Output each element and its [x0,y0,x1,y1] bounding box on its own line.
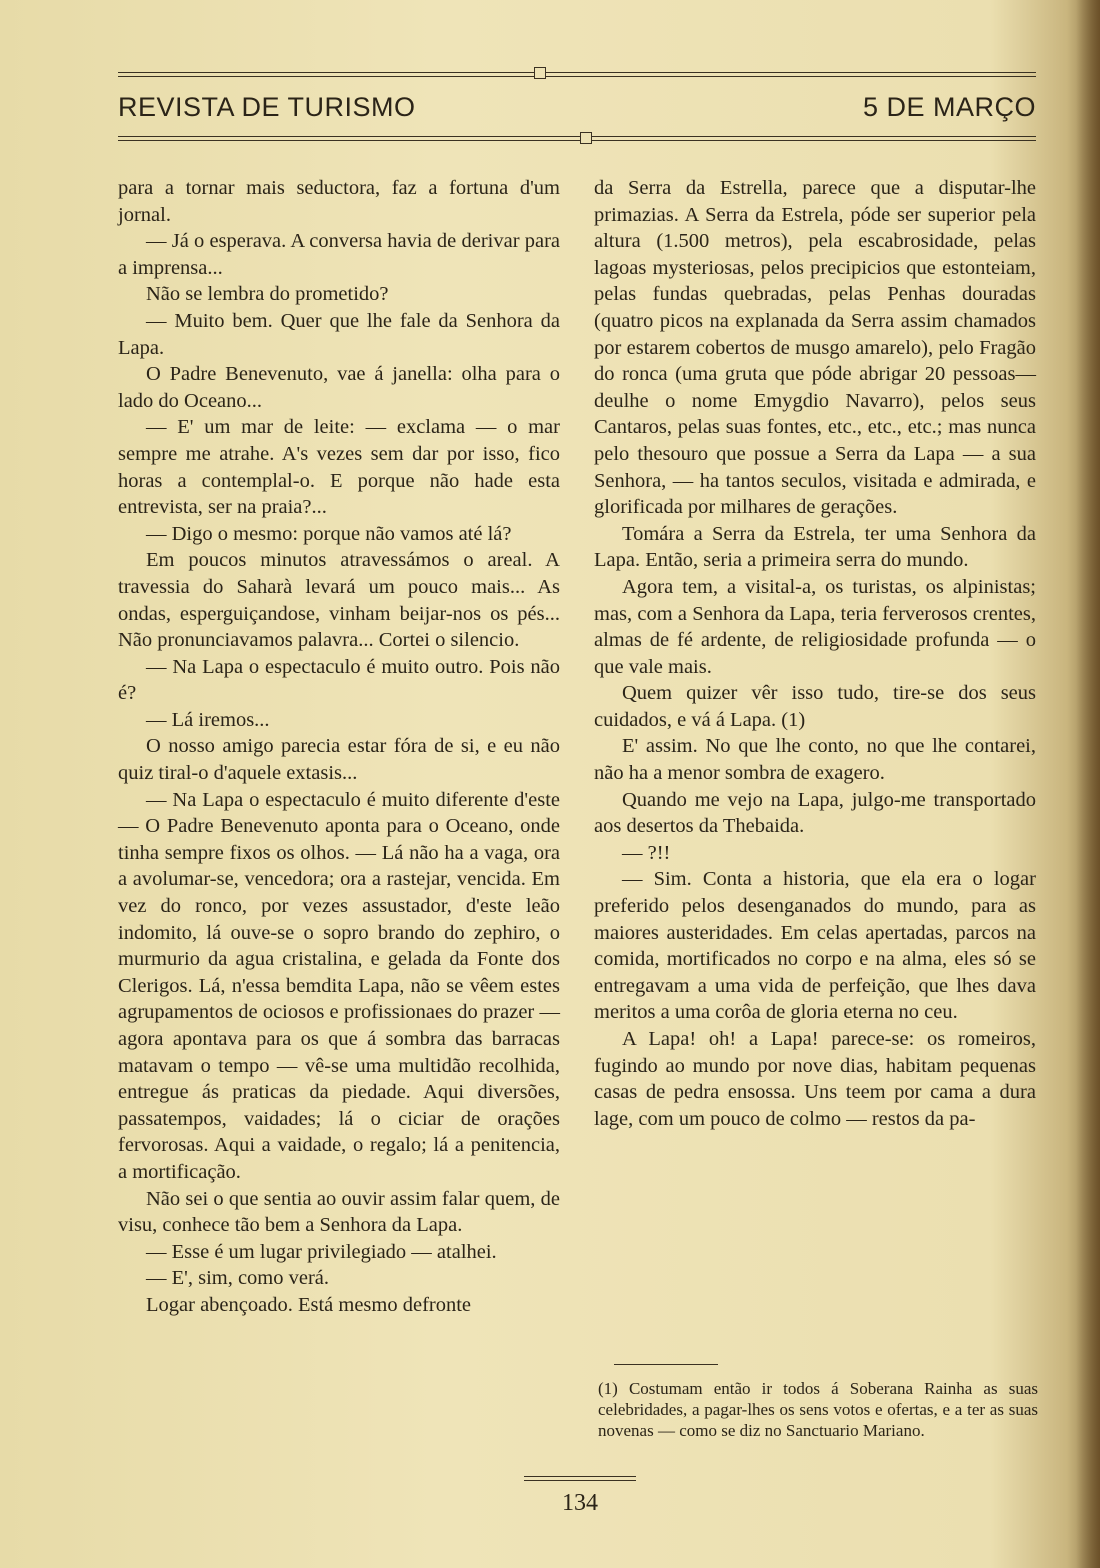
magazine-title: REVISTA DE TURISMO [118,92,416,122]
paragraph: — E', sim, como verá. [146,1267,330,1290]
paragraph: — Na Lapa o espectaculo é muito diferente d'este — O Padre Benevenuto aponta para o Oceano, onde tinha sempre fixos os olhos. — Lá não ha a vaga, ora a avolumar-se, vencedora; ora a rastejar, vencida. Em vez do ronco, por vezes assustador, d'este leão indomito, lá ouve-se o sopro brando do zephiro, o murmurio da agua cristalina, e gelada da Fonte dos Clerigos. Lá, n'essa bemdita Lapa, não se vêem estes agrupamentos de ociosos e profissionaes do prazer — agora apontava para os que á sombra das barracas matavam o tempo — vê-se uma multidão recolhida, entregue ás praticas da piedade. Aqui diversões, passatempos, vaidades; lá o ciciar de orações fervorosas. Aqui a vaidade, o regalo; lá a penitencia, a mortificação. [118,788,560,1183]
header-top-rule [118,72,1036,73]
header-bottom-rule-2 [118,140,1036,141]
binding-shadow [1076,0,1100,1568]
issue-date: 5 DE MARÇO [862,92,1036,122]
paragraph: — Esse é um lugar privilegiado — atalhei. [146,1240,497,1263]
paragraph: — Muito bem. Quer que lhe fale da Senhora da Lapa. [118,309,560,359]
paragraph: da Serra da Estrella, parece que a disputar-lhe primazias. A Serra da Estrela, póde ser superior pela altura (1.500 metros), pela escabrosidade, pelas lagoas mysteriosas, pelos precipicios que estonteiam, pelas fundas quebradas, pelas Penhas douradas (quatro picos na explanada da Serra assim chamados por estarem cobertos de musgo amarelo), pelo Fragão do ronca (uma gruta que póde abrigar 20 pessoas—deulhe o nome Emygdio Navarro), pelos seus Cantaros, pelas suas fontes, etc., etc., etc.; mas nunca pelo thesouro que possue a Serra da Lapa — a sua Senhora, — ha tantos seculos, visitada e admirada, e glorificada por milhares de gerações. [594,177,1036,519]
footnote: (1) Costumam então ir todos á Soberana Rainha as suas celebridades, a pagar-lhes os sens votos e ofertas, e a ter as suas novenas — como se diz no Sanctuario Mariano. [598,1379,1038,1440]
header-bottom-rule [118,136,1036,137]
paragraph: Tomára a Serra da Estrela, ter uma Senhora da Lapa. Então, seria a primeira serra do mundo. [594,522,1036,572]
paragraph: — Sim. Conta a historia, que ela era o logar preferido pelos desenganados do mundo, para as maiores austeridades. Em celas apertadas, parcos na comida, mortificados no corpo e na alma, eles só se entregavam a uma vida de perfeição, que lhes dava meritos a uma corôa de gloria eterna no ceu. [594,868,1036,1024]
paragraph: — Já o esperava. A conversa havia de derivar para a imprensa... [118,230,560,279]
page-header [118,92,1036,128]
paragraph: O nosso amigo parecia estar fóra de si, e eu não quiz tiral-o d'aquele extasis... [118,735,560,785]
right-column [594,175,1036,1132]
left-column [118,175,560,1319]
paragraph: Logar abençoado. Está mesmo defronte [146,1293,472,1316]
paragraph: — Na Lapa o espectaculo é muito outro. Pois não é? [118,655,560,705]
header-ornament-bottom [580,132,592,144]
paragraph: Quem quizer vêr isso tudo, tire-se dos seus cuidados, e vá á Lapa. (1) [594,682,1036,731]
paragraph: Não se lembra do prometido? [146,283,389,306]
page-number: 134 [562,1490,598,1516]
paragraph: — E' um mar de leite: — exclama — o mar sempre me atrahe. A's vezes sem dar por isso, fico horas a contemplal-o. E porque não hade esta entrevista, ser na praia?... [118,416,560,519]
paragraph: A Lapa! oh! a Lapa! parece-se: os romeiros, fugindo ao mundo por nove dias, habitam pequenas casas de pedra ensossa. Uns teem por cama a dura lage, com um pouco de colmo — restos da pa- [594,1028,1036,1130]
paragraph: Agora tem, a visital-a, os turistas, os alpinistas; mas, com a Senhora da Lapa, teria ferverosos crentes, almas de fé ardente, de religiosidade profunda — o que vale mais. [594,575,1036,678]
paragraph: Quando me vejo na Lapa, julgo-me transportado aos desertos da Thebaida. [594,788,1036,838]
paragraph: Não sei o que sentia ao ouvir assim falar quem, de visu, conhece tão bem a Senhora da Lapa. [118,1187,560,1237]
paragraph: — ?!! [622,841,671,864]
paragraph: — Lá iremos... [146,708,270,731]
paragraph: O Padre Benevenuto, vae á janella: olha para o lado do Oceano... [118,363,560,412]
header-ornament-top [534,67,546,79]
page-number-rule [524,1476,636,1477]
paragraph: — Digo o mesmo: porque não vamos até lá? [146,522,512,545]
footnote-rule [614,1364,718,1365]
paragraph: para a tornar mais seductora, faz a fortuna d'um jornal. [118,177,560,226]
page-number-rule-2 [524,1480,636,1481]
paragraph: E' assim. No que lhe conto, no que lhe contarei, não ha a menor sombra de exagero. [594,735,1036,785]
paragraph: Em poucos minutos atravessámos o areal. A travessia do Saharà levará um pouco mais... As ondas, esperguiçandose, vinham beijar-nos os pés... Não pronunciavamos palavra... Cortei o silencio. [118,549,560,652]
header-top-rule-2 [118,76,1036,77]
